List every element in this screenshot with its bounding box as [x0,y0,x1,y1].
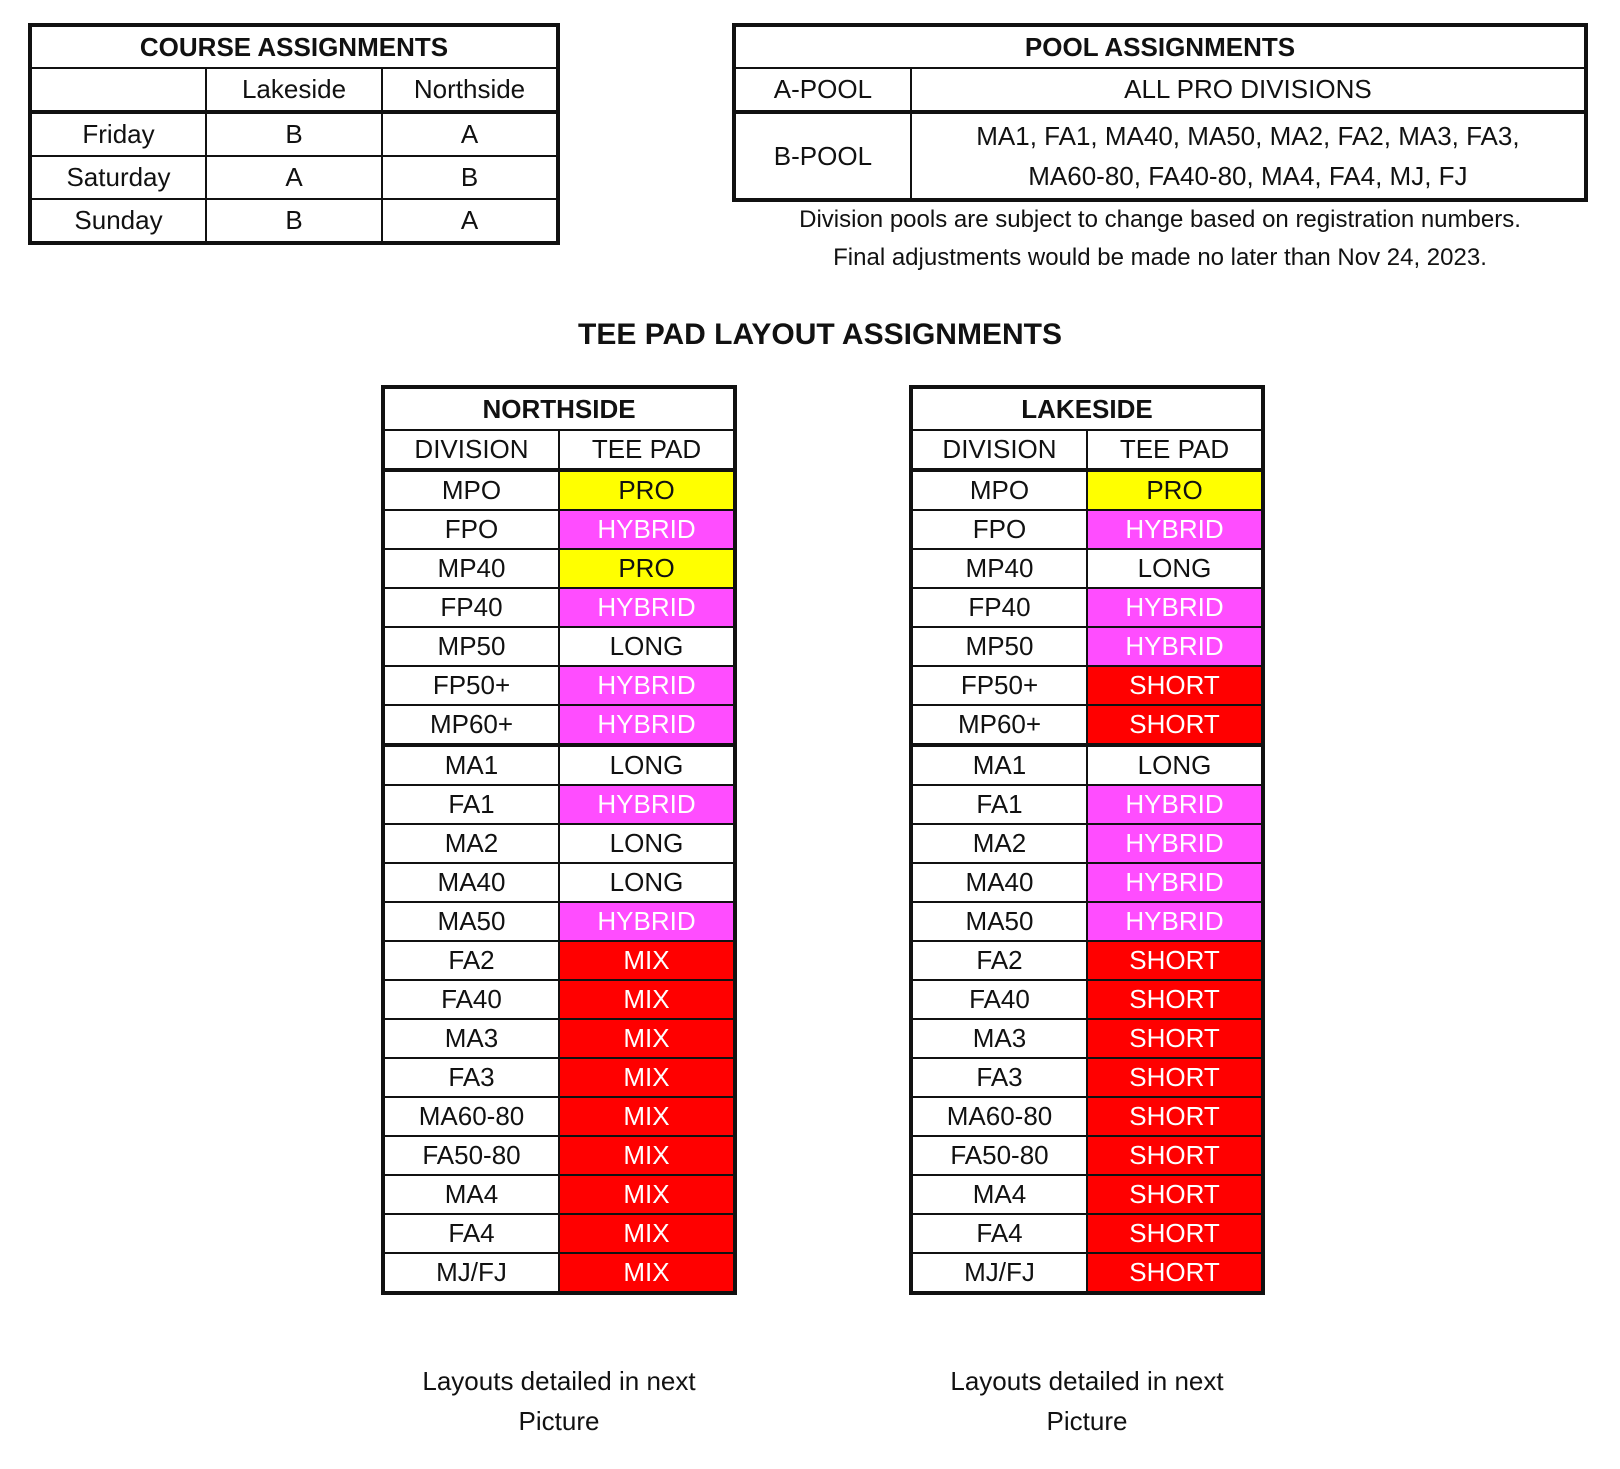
tee-pad-cell: LONG [559,824,735,863]
division-cell: FA40 [911,980,1087,1019]
course-header-blank [30,68,206,112]
division-cell: MP60+ [383,705,559,745]
tee-pad-cell: SHORT [1087,1214,1263,1253]
course-northside-pool: A [382,199,558,243]
tee-pad-cell: SHORT [1087,666,1263,705]
tee-pad-cell: LONG [559,863,735,902]
tee-pad-cell: SHORT [1087,1253,1263,1293]
course-lakeside-pool: B [206,112,382,156]
table-row [911,1097,1263,1136]
course-day: Saturday [30,156,206,199]
division-cell: FA2 [383,941,559,980]
tee-pad-cell: SHORT [1087,1136,1263,1175]
table-row [911,627,1263,666]
tee-pad-cell: SHORT [1087,941,1263,980]
table-row [911,745,1263,785]
tee-pad-cell: LONG [559,745,735,785]
table-row [383,1058,735,1097]
tee-pad-cell: HYBRID [1087,902,1263,941]
division-cell: MA3 [383,1019,559,1058]
pool-note [732,201,1588,277]
table-row [383,980,735,1019]
pool-note-line: Final adjustments would be made no later than Nov 24, 2023. [833,244,1487,271]
division-cell: FA50-80 [911,1136,1087,1175]
pool-assignments-table [732,23,1588,202]
tee-pad-cell: SHORT [1087,1058,1263,1097]
footnote-line: Picture [1046,1406,1128,1436]
table-row [911,1214,1263,1253]
division-cell: MA50 [383,902,559,941]
tee-pad-cell: MIX [559,1097,735,1136]
tee-pad-cell: LONG [1087,745,1263,785]
table-row [383,941,735,980]
division-cell: MP40 [911,549,1087,588]
table-row [383,785,735,824]
division-header: DIVISION [383,430,559,470]
table-row [911,705,1263,745]
division-cell: MA40 [383,863,559,902]
pool-divisions [911,112,1586,200]
course-row [30,156,558,199]
pool-label: B-POOL [734,112,911,200]
course-northside-pool: B [382,156,558,199]
table-row [383,1019,735,1058]
course-lakeside-pool: B [206,199,382,243]
pool-note-line: Division pools are subject to change based on registration numbers. [799,206,1521,233]
northside-tee-table [381,385,737,1295]
tee-pad-cell: MIX [559,941,735,980]
division-cell: FPO [911,510,1087,549]
table-row [383,627,735,666]
division-cell: FA4 [911,1214,1087,1253]
tee-pad-cell: LONG [1087,549,1263,588]
course-row [30,199,558,243]
table-row [383,863,735,902]
division-cell: FP50+ [383,666,559,705]
table-row [383,745,735,785]
division-cell: FA3 [383,1058,559,1097]
tee-pad-cell: HYBRID [1087,863,1263,902]
course-header-northside: Northside [382,68,558,112]
tee-pad-header: TEE PAD [1087,430,1263,470]
tee-pad-cell: HYBRID [559,705,735,745]
division-cell: FA1 [383,785,559,824]
pool-row-a [734,68,1586,112]
division-cell: MA2 [911,824,1087,863]
course-day: Friday [30,112,206,156]
table-row [911,1136,1263,1175]
table-row [911,980,1263,1019]
table-row [383,1214,735,1253]
table-row [383,510,735,549]
course-day: Sunday [30,199,206,243]
division-cell: FA3 [911,1058,1087,1097]
division-cell: FA1 [911,785,1087,824]
pool-divisions-line: MA1, FA1, MA40, MA50, MA2, FA2, MA3, FA3, [976,121,1520,151]
tee-pad-cell: MIX [559,1175,735,1214]
tee-pad-cell: HYBRID [559,785,735,824]
table-row [911,549,1263,588]
lakeside-footnote [909,1361,1265,1441]
division-header: DIVISION [911,430,1087,470]
table-row [383,1253,735,1293]
table-row [911,941,1263,980]
division-cell: MP40 [383,549,559,588]
division-cell: MA50 [911,902,1087,941]
table-row [911,1019,1263,1058]
table-row [383,705,735,745]
tee-pad-cell: MIX [559,1058,735,1097]
division-cell: MA2 [383,824,559,863]
tee-pad-cell: HYBRID [1087,824,1263,863]
tee-pad-cell: SHORT [1087,980,1263,1019]
division-cell: MA60-80 [383,1097,559,1136]
tee-pad-cell: HYBRID [559,902,735,941]
footnote-line: Picture [518,1406,600,1436]
division-cell: MA1 [383,745,559,785]
course-assignments-table [28,23,560,245]
division-cell: MA40 [911,863,1087,902]
course-header-lakeside: Lakeside [206,68,382,112]
division-cell: FP40 [383,588,559,627]
course-northside-pool: A [382,112,558,156]
table-row [911,470,1263,510]
pool-label: A-POOL [734,68,911,112]
table-row [383,1175,735,1214]
table-row [383,666,735,705]
tee-pad-cell: SHORT [1087,705,1263,745]
table-row [911,666,1263,705]
tee-pad-cell: HYBRID [1087,588,1263,627]
course-lakeside-pool: A [206,156,382,199]
tee-pad-cell: LONG [559,627,735,666]
table-row [383,549,735,588]
table-row [911,1175,1263,1214]
table-row [911,863,1263,902]
footnote-line: Layouts detailed in next [950,1366,1224,1396]
division-cell: MPO [383,470,559,510]
tee-pad-cell: SHORT [1087,1019,1263,1058]
division-cell: MA60-80 [911,1097,1087,1136]
division-cell: MJ/FJ [383,1253,559,1293]
division-cell: MA1 [911,745,1087,785]
table-row [383,470,735,510]
division-cell: FP50+ [911,666,1087,705]
division-cell: MP60+ [911,705,1087,745]
pool-divisions-line: MA60-80, FA40-80, MA4, FA4, MJ, FJ [1028,161,1468,191]
footnote-line: Layouts detailed in next [422,1366,696,1396]
table-row [383,1097,735,1136]
division-cell: MPO [911,470,1087,510]
table-row [383,588,735,627]
table-row [911,510,1263,549]
tee-pad-cell: PRO [1087,470,1263,510]
tee-pad-cell: HYBRID [559,588,735,627]
course-row [30,112,558,156]
division-cell: FPO [383,510,559,549]
northside-footnote [381,1361,737,1441]
table-row [911,785,1263,824]
tee-pad-cell: PRO [559,549,735,588]
division-cell: MA4 [383,1175,559,1214]
tee-pad-cell: MIX [559,1136,735,1175]
table-row [911,824,1263,863]
division-cell: MA4 [911,1175,1087,1214]
division-cell: MP50 [383,627,559,666]
division-cell: FP40 [911,588,1087,627]
division-cell: FA50-80 [383,1136,559,1175]
tee-pad-cell: SHORT [1087,1175,1263,1214]
tee-pad-cell: MIX [559,980,735,1019]
division-cell: FA40 [383,980,559,1019]
tee-pad-cell: HYBRID [559,510,735,549]
tee-pad-cell: PRO [559,470,735,510]
tee-pad-header: TEE PAD [559,430,735,470]
table-row [911,1253,1263,1293]
division-cell: FA2 [911,941,1087,980]
northside-title: NORTHSIDE [383,387,735,430]
tee-pad-title: TEE PAD LAYOUT ASSIGNMENTS [578,318,1062,351]
table-row [911,1058,1263,1097]
table-row [911,588,1263,627]
lakeside-tee-table [909,385,1265,1295]
course-assignments-title: COURSE ASSIGNMENTS [30,25,558,68]
lakeside-title: LAKESIDE [911,387,1263,430]
tee-pad-cell: HYBRID [1087,627,1263,666]
tee-pad-cell: MIX [559,1019,735,1058]
table-row [383,824,735,863]
tee-pad-cell: MIX [559,1214,735,1253]
tee-pad-cell: MIX [559,1253,735,1293]
division-cell: FA4 [383,1214,559,1253]
division-cell: MP50 [911,627,1087,666]
table-row [911,902,1263,941]
pool-assignments-title: POOL ASSIGNMENTS [734,25,1586,68]
table-row [383,902,735,941]
tee-pad-cell: HYBRID [1087,785,1263,824]
pool-row-b [734,112,1586,200]
division-cell: MA3 [911,1019,1087,1058]
tee-pad-cell: HYBRID [559,666,735,705]
table-row [383,1136,735,1175]
division-cell: MJ/FJ [911,1253,1087,1293]
tee-pad-cell: HYBRID [1087,510,1263,549]
tee-pad-cell: SHORT [1087,1097,1263,1136]
pool-divisions: ALL PRO DIVISIONS [911,68,1586,112]
